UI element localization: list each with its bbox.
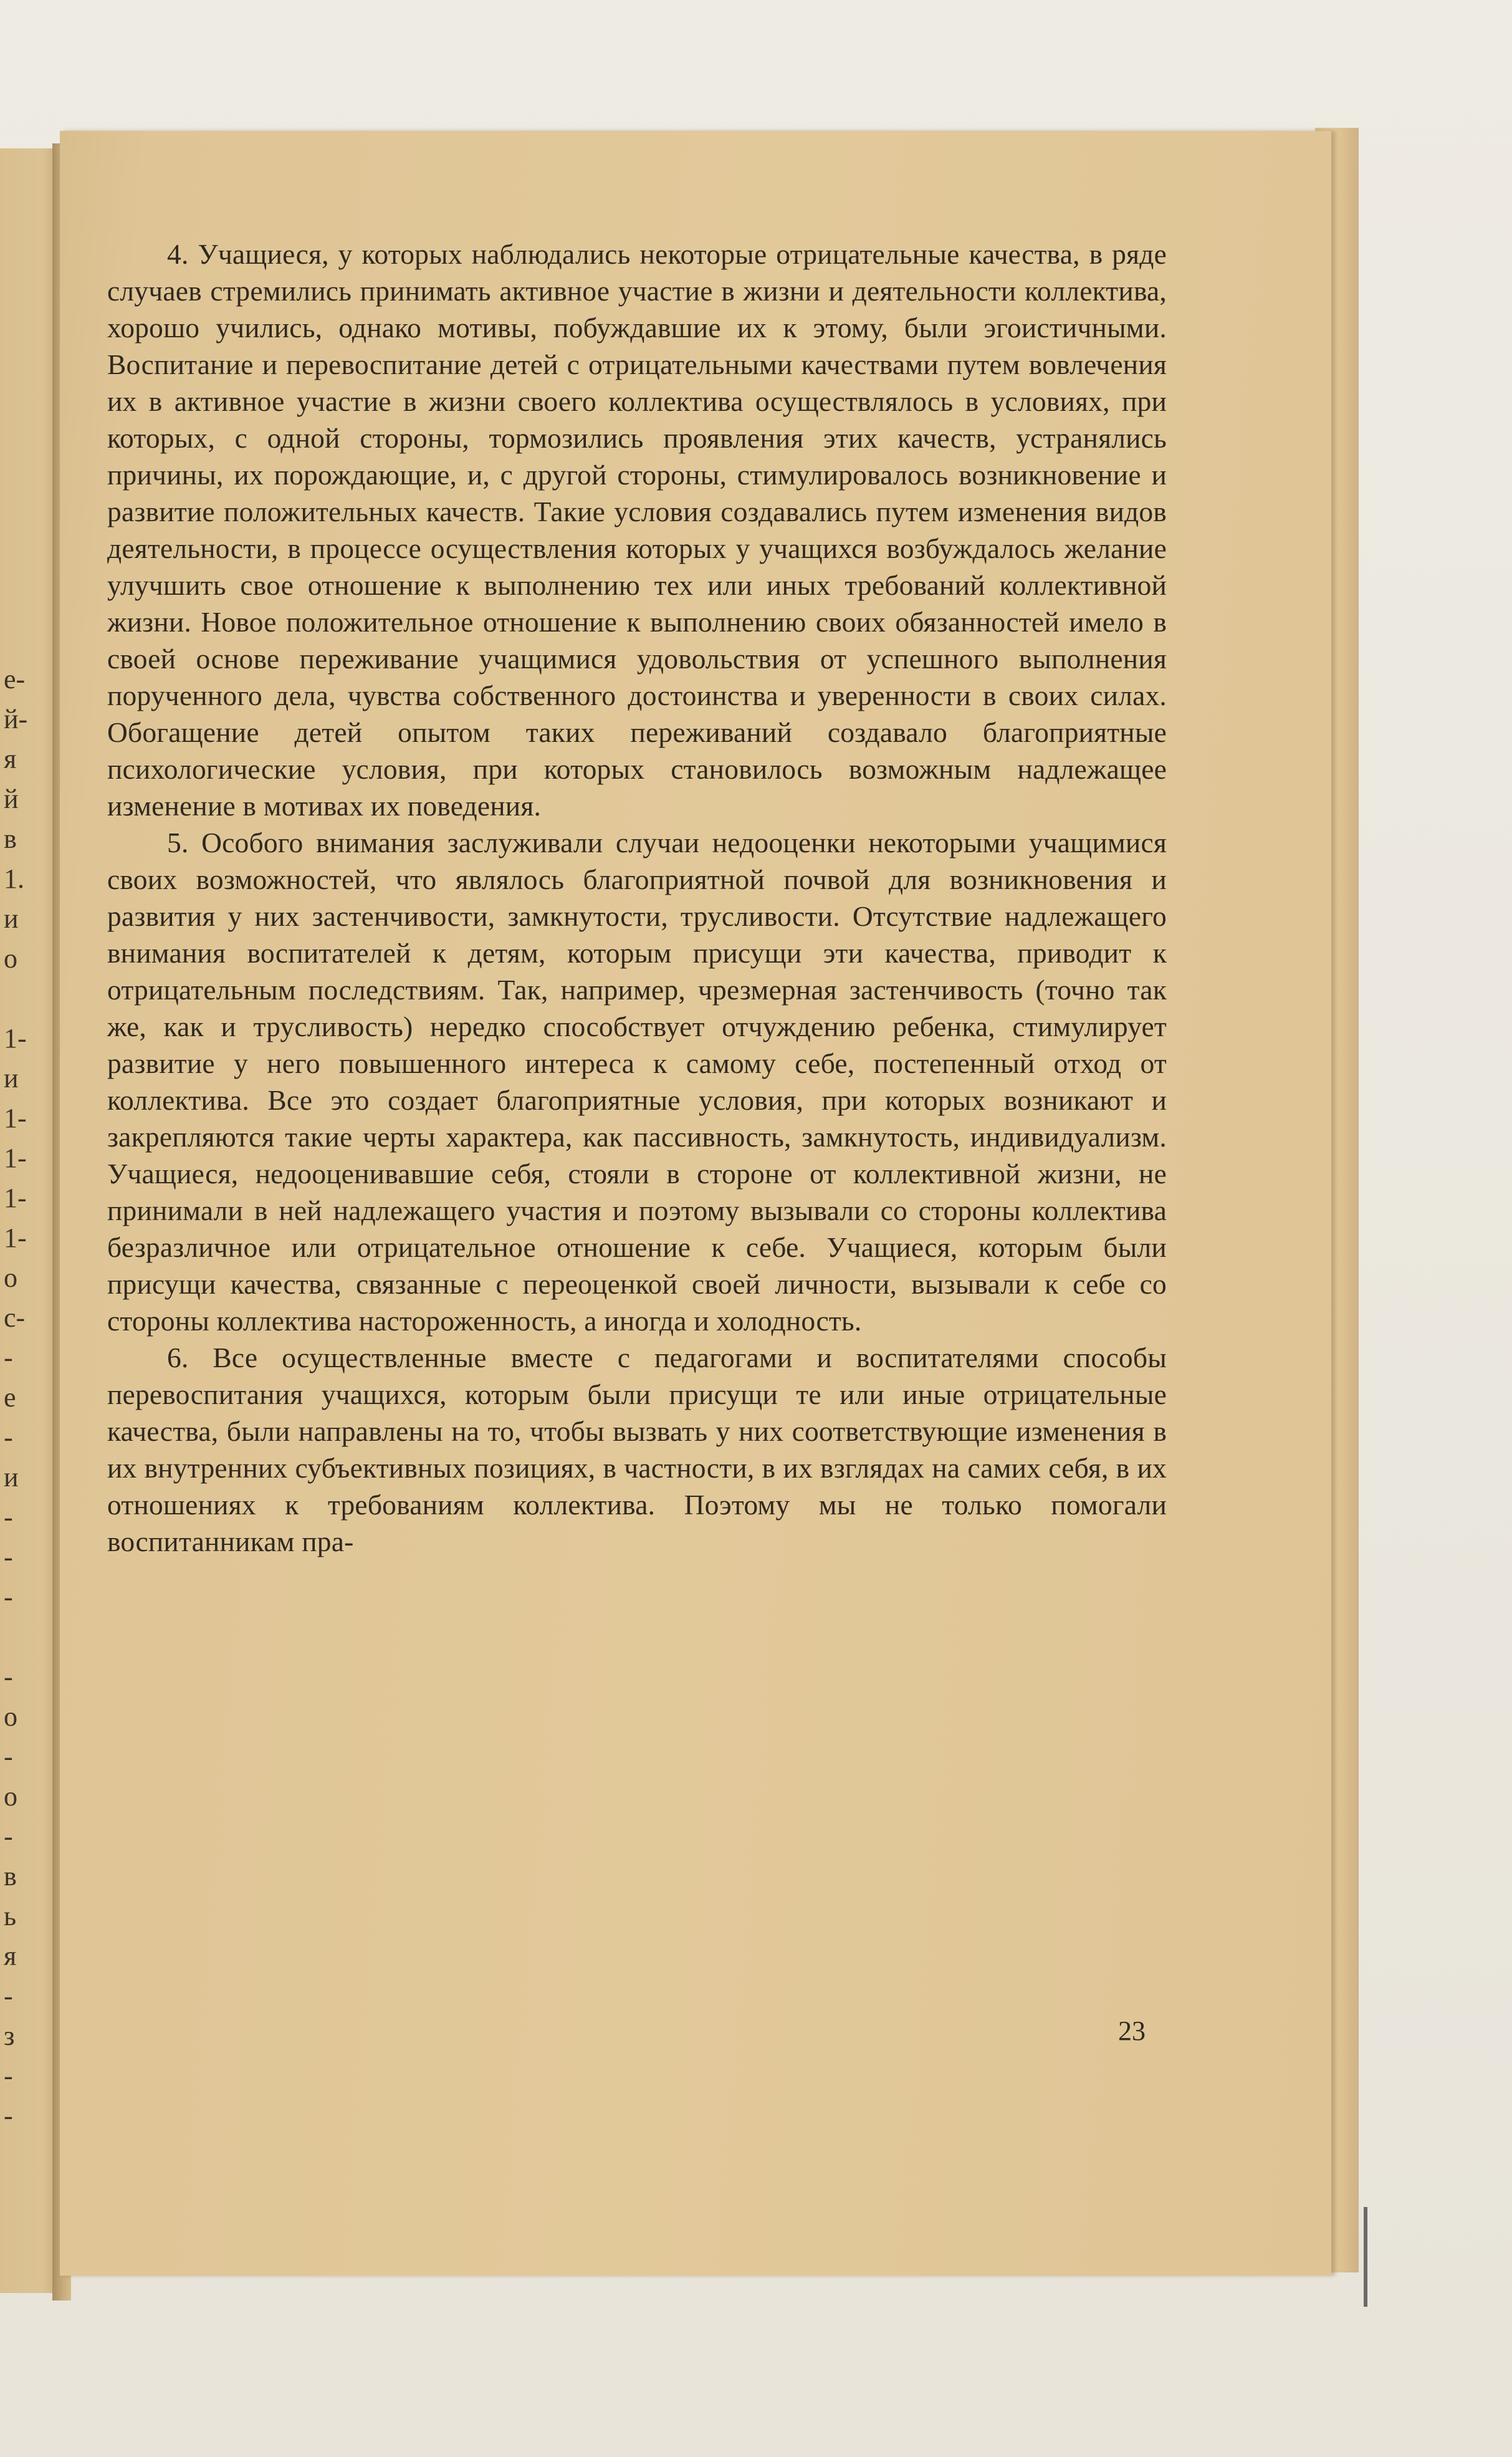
left-page-fragment: в [4,824,17,854]
scan-marker [1364,2207,1367,2307]
left-page-fragment: 1- [4,1103,27,1133]
left-page-fragment: 1- [4,1183,27,1213]
left-page-fragment: - [4,1741,13,1772]
left-page-fragment: и [4,1063,19,1094]
left-page-fragment: - [4,1821,13,1852]
left-page-fragment: 1- [4,1143,27,1173]
left-page-fragment: - [4,1582,13,1612]
left-page-fragment: о [4,943,17,974]
left-page-fragment: - [4,1542,13,1572]
left-page-fragment: й- [4,704,28,734]
left-page-fragment: о [4,1781,17,1812]
paragraph-5: 5. Особого внимания заслуживали случаи недооценки некоторыми учащимися своих возможностей, что являлось благоприятной почвой для возникновения и развития у них застенчивости, замкнутости, трусливости. Отсутствие надлежащего внимания воспитателей к детям, которым присущи эти качества, приводит к отрицательным последствиям. Так, например, чрезмерная застенчивость (точно так же, как и трусливость) нередко способствует отчуждению ребенка, стимулирует развитие у него повышенного интереса к самому себе, постепенный отход от коллектива. Все это создает благоприятные условия, при которых возникают и закрепляются такие черты характера, как пассивность, замкнутость, индивидуализм. Учащиеся, недооценивавшие себя, стояли в стороне от коллективной жизни, не принимали в ней надлежащего участия и поэтому вызывали со стороны коллектива безразличное или отрицательное отношение к себе. Учащиеся, которым были присущи качества, связанные с переоценкой своей личности, вызывали к себе со стороны коллектива настороженность, а иногда и холодность. [107,827,1167,1337]
left-page-text-fragments [4,660,41,2136]
left-page-fragment: - [4,1981,13,2011]
left-page-fragment: 1- [4,1023,27,1054]
left-page-fragment: ь [4,1901,17,1931]
left-page-fragment: я [4,744,17,774]
left-page-fragment: е- [4,664,26,695]
left-page-fragment: - [4,1661,13,1692]
left-page-fragment: и [4,903,19,934]
left-page-fragment: - [4,1342,13,1373]
paragraph-6: 6. Все осуществленные вместе с педагогами и воспитателями способы перевоспитания учащихся, которым были присущи те или иные отрицательные качества, были направлены на то, чтобы вызвать у них соответствующие изменения в их внутренних субъективных позициях, в частности, в их взглядах на самих себя, в их отношениях к требованиям коллектива. Поэтому мы не только помогали воспитанникам пра- [107,1342,1167,1557]
left-page-fragment: - [4,1422,13,1453]
left-page-fragment: я [4,1941,17,1971]
left-page-fragment: й [4,784,19,814]
left-page-fragment [4,1617,41,1657]
left-page-fragment: з [4,2021,15,2051]
left-page-fragment: - [4,1502,13,1532]
left-page-fragment: и [4,1462,19,1493]
left-page-edge [0,148,60,2293]
left-page-fragment: 1- [4,1223,27,1253]
left-page-fragment: 1. [4,863,24,894]
page-body-text [107,236,1167,1560]
left-page-fragment: с- [4,1302,26,1333]
left-page-fragment: е [4,1382,16,1413]
left-page-fragment: - [4,2100,13,2131]
left-page-fragment: о [4,1262,17,1293]
left-page-fragment: о [4,1701,17,1732]
page-number: 23 [1118,2016,1146,2046]
paragraph-4: 4. Учащиеся, у которых наблюдались некоторые отрицательные качества, в ряде случаев стремились принимать активное участие в жизни и деятельности коллектива, хорошо учились, однако мотивы, побуждавшие их к этому, были эгоистичными. Воспитание и перевоспитание детей с отрицательными качествами путем вовлечения их в активное участие в жизни своего коллектива осуществлялось в условиях, при которых, с одной стороны, тормозились проявления этих качеств, устранялись причины, их порождающие, и, с другой стороны, стимулировалось возникновение и развитие положительных качеств. Такие условия создавались путем изменения видов деятельности, в процессе осуществления которых у учащихся возбуждалось желание улучшить свое отношение к выполнению тех или иных требований коллективной жизни. Новое положительное отношение к выполнению своих обязанностей имело в своей основе переживание учащимися удовольствия от успешного выполнения порученного дела, чувства собственного достоинства и уверенности в своих силах. Обогащение детей опытом таких переживаний создавало благоприятные психологические условия, при которых становилось возможным надлежащее изменение в мотивах их поведения. [107,238,1167,822]
left-page-fragment: в [4,1861,17,1892]
left-page-fragment [4,979,41,1019]
left-page-fragment: - [4,2060,13,2091]
